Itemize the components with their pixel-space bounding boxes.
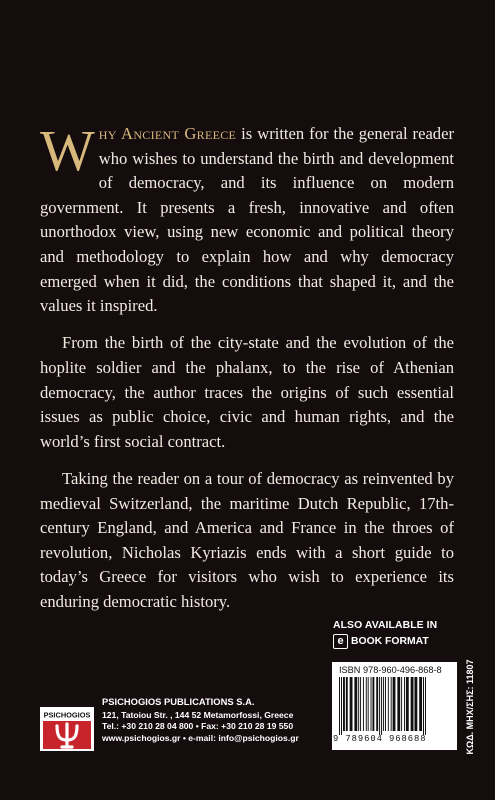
book-title-inline: hy Ancient Greece	[98, 124, 237, 143]
isbn-number: ISBN 978-960-496-868-8	[339, 665, 442, 675]
ebook-format-badge	[333, 634, 429, 649]
barcode-box	[332, 662, 457, 750]
ebook-format-label: BOOK FORMAT	[351, 636, 429, 647]
also-available-label: ALSO AVAILABLE IN	[333, 620, 438, 631]
publisher-name: PSICHOGIOS PUBLICATIONS S.A.	[102, 696, 255, 707]
barcode-bars	[339, 677, 450, 735]
logo-wordmark: PSICHOGIOS	[43, 710, 91, 720]
blurb-paragraph-3: Taking the reader on a tour of democracy as reinvented by medieval Switzerland, the maritime Dutch Republic, 17th-century England, and America and France in the throes of revolution, Nicholas Kyriazis ends with a short guide to today’s Greece for visitors who wish to experience its enduring democratic history.	[40, 468, 454, 611]
back-cover-blurb	[40, 118, 454, 627]
paragraph-1-text: is written for the general reader who wishes to understand the birth and development of democracy, and its influence on modern government. It presents a fresh, innovative and often unorthodox view, using new economic and political theory and methodology to explain how and why democracy emerged when it did, the conditions that shaped it, and the values it inspired.	[40, 124, 454, 316]
product-code-text: ΚΩΔ. ΜΗΧ/ΣΗΣ: 11807	[465, 659, 475, 755]
publisher-address: 121, Tatoiou Str. , 144 52 Metamorfossi, Greece	[102, 710, 294, 721]
publisher-web-email: www.psichogios.gr • e-mail: info@psichogios.gr	[102, 732, 299, 743]
psichogios-logo	[40, 707, 94, 751]
blurb-paragraph-2: From the birth of the city-state and the evolution of the hoplite soldier and the phalanx, to the rise of Athenian democracy, the author traces the origins of such essential issues as public choice, civic and human rights, and the world’s first social contract.	[40, 333, 454, 451]
publisher-info	[102, 696, 299, 744]
barcode-digits: 9 789604 968688	[333, 734, 427, 744]
publisher-phones: Tel.: +30 210 28 04 800 • Fax: +30 210 28 19 550	[102, 721, 294, 732]
blurb-paragraph-1	[40, 118, 454, 319]
ebook-icon	[333, 634, 348, 649]
product-code-vertical	[464, 659, 476, 755]
drop-cap: W	[40, 118, 95, 183]
ebook-icon-letter: e	[337, 635, 344, 647]
